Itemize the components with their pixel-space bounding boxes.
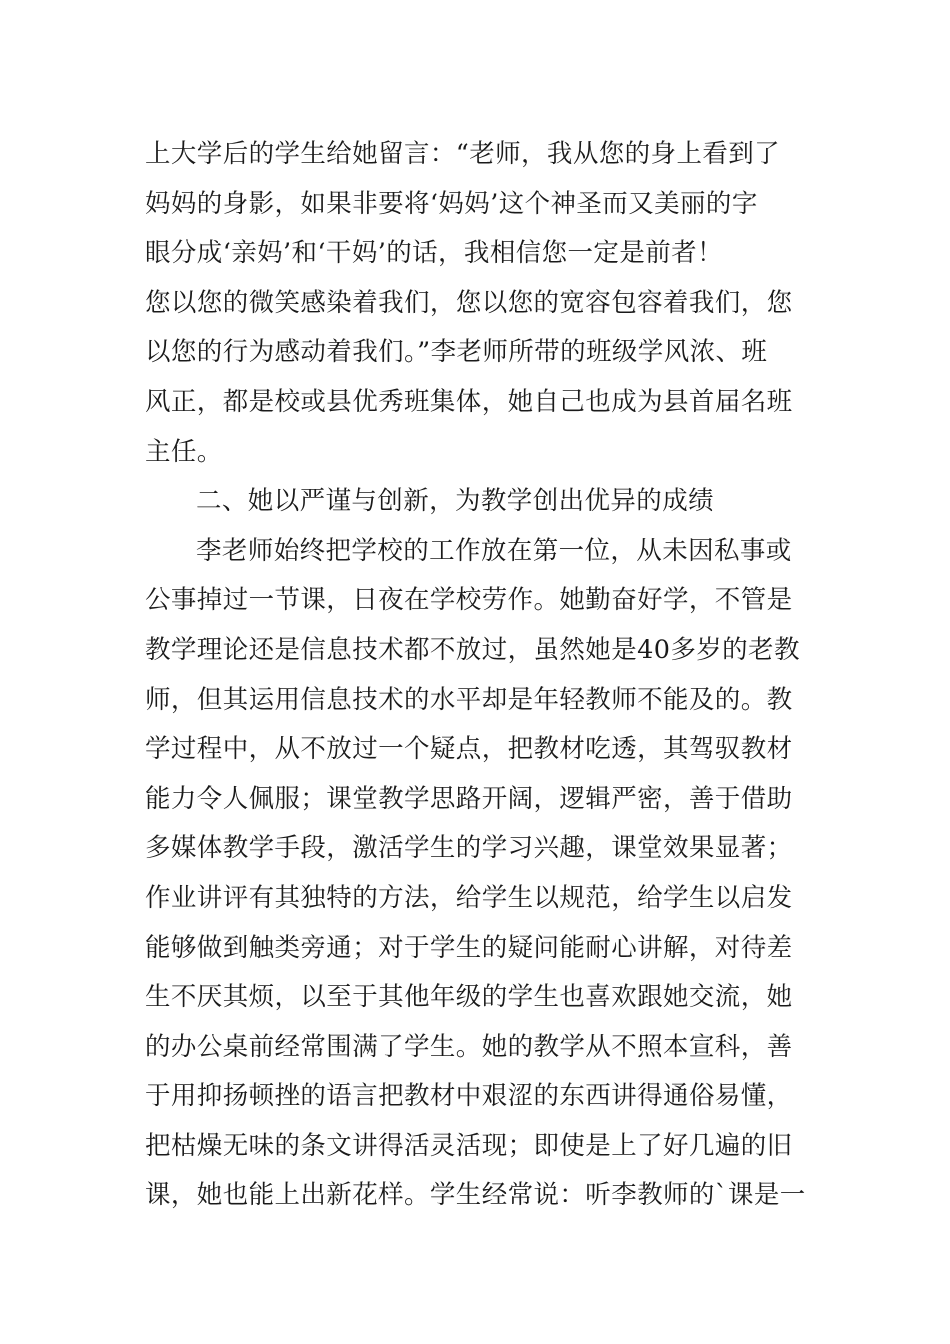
text-line: 公事掉过一节课，日夜在学校劳作。她勤奋好学，不管是	[145, 585, 793, 616]
text-line: 课，她也能上出新花样。学生经常说：听李教师的`课是一	[145, 1180, 806, 1211]
text-line: 教学理论还是信息技术都不放过，虽然她是40多岁的老教	[145, 634, 800, 665]
text-line: 以您的行为感动着我们。”李老师所带的班级学风浓、班	[145, 337, 768, 368]
section-heading: 二、她以严谨与创新，为教学创出优异的成绩	[196, 486, 715, 517]
text-line: 李老师始终把学校的工作放在第一位，从未因私事或	[196, 535, 792, 566]
text-line: 眼分成‘亲妈’和‘干妈’的话，我相信您一定是前者！	[145, 238, 723, 269]
text-line: 主任。	[145, 436, 223, 467]
text-line: 您以您的微笑感染着我们，您以您的宽容包容着我们，您	[145, 287, 793, 318]
text-line: 师，但其运用信息技术的水平却是年轻教师不能及的。教	[145, 684, 793, 715]
text-line: 于用抑扬顿挫的语言把教材中艰涩的东西讲得通俗易懂，	[145, 1081, 793, 1112]
text-line: 风正，都是校或县优秀班集体，她自己也成为县首届名班	[145, 386, 793, 417]
text-line: 上大学后的学生给她留言：“老师，我从您的身上看到了	[145, 139, 781, 169]
text-line: 妈妈的身影，如果非要将‘妈妈’这个神圣而又美丽的字	[145, 188, 758, 219]
document-body	[145, 130, 815, 1221]
text-line: 的办公桌前经常围满了学生。她的教学从不照本宣科，善	[145, 1031, 793, 1062]
text-line: 能力令人佩服；课堂教学思路开阔，逻辑严密，善于借助	[145, 783, 793, 814]
text-line: 作业讲评有其独特的方法，给学生以规范，给学生以启发	[145, 882, 793, 913]
text-line: 学过程中，从不放过一个疑点，把教材吃透，其驾驭教材	[145, 734, 793, 765]
text-line: 多媒体教学手段，激活学生的学习兴趣，课堂效果显著；	[145, 833, 793, 864]
text-line: 生不厌其烦，以至于其他年级的学生也喜欢跟她交流，她	[145, 982, 793, 1013]
text-line: 能够做到触类旁通；对于学生的疑问能耐心讲解，对待差	[145, 932, 793, 963]
text-line: 把枯燥无味的条文讲得活灵活现；即使是上了好几遍的旧	[145, 1130, 793, 1161]
